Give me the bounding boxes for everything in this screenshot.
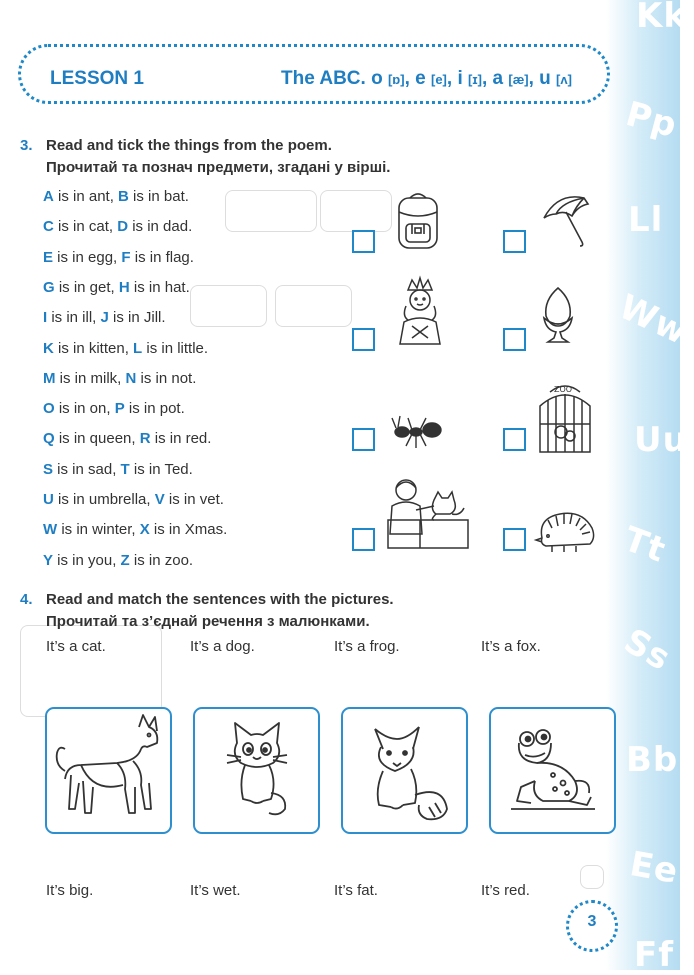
poem-words: is in vet. — [164, 491, 224, 508]
umbrella-icon — [538, 190, 598, 250]
poem-words: is in little. — [142, 339, 209, 357]
side-letter: Ll — [628, 200, 664, 240]
side-letter: Bb — [626, 740, 679, 780]
poem-letter: M — [43, 369, 56, 387]
poem-words: is in egg, — [53, 248, 122, 266]
show-through-shape — [320, 190, 392, 232]
sound-ipa: [ɒ] — [387, 72, 405, 87]
poem-words: is in hat. — [129, 278, 190, 296]
poem-letter: K — [43, 339, 54, 357]
tick-box-umbrella[interactable] — [503, 230, 526, 253]
poem-letter: O — [43, 400, 55, 418]
poem-words: is in on, — [54, 400, 115, 418]
poem-letter: V — [154, 491, 165, 508]
lesson-label: LESSON 1 — [50, 68, 144, 89]
tick-box-hedgehog[interactable] — [503, 528, 526, 551]
poem-line — [43, 370, 196, 387]
hedgehog-icon — [534, 508, 600, 554]
poem-words: is in queen, — [54, 430, 140, 448]
poem-letter: F — [121, 248, 131, 266]
poem-letter: Q — [43, 430, 55, 448]
poem-line — [43, 188, 189, 205]
poem-words: is in ill, — [47, 309, 101, 327]
sound-ipa: [æ] — [508, 72, 529, 87]
poem-letter: Y — [43, 551, 54, 569]
poem-letter: J — [100, 309, 109, 327]
poem-line — [43, 521, 227, 538]
poem-words: is in get, — [54, 278, 119, 296]
poem-words: is in milk, — [55, 369, 126, 387]
picture-frame-dog[interactable] — [45, 707, 172, 834]
side-letter: Tt — [618, 519, 672, 571]
show-through-shape — [275, 285, 352, 327]
poem-words: is in bat. — [128, 188, 189, 205]
tick-box-ant[interactable] — [352, 428, 375, 451]
poem-letter: E — [43, 248, 54, 266]
poem-words: is in not. — [136, 369, 197, 387]
picture-frame-frog[interactable] — [489, 707, 616, 834]
egg-icon — [540, 286, 576, 344]
sentence-bottom: It’s wet. — [190, 882, 241, 899]
vet-icon — [386, 476, 470, 550]
poem-letter: U — [43, 491, 54, 508]
picture-frame-cat[interactable] — [193, 707, 320, 834]
sound-ipa: [e] — [431, 72, 447, 87]
poem-words: is in cat, — [53, 218, 118, 236]
poem-line — [43, 552, 193, 569]
poem-words: is in you, — [53, 551, 121, 569]
sound-ipa: [ʌ] — [556, 72, 572, 87]
task3-instruction-uk: Прочитай та познач предмети, згадані у вірші. — [46, 159, 391, 176]
lesson-title: The ABC. o [ɒ], e [e], i [ɪ], a [æ], u [ʌ] — [281, 68, 572, 89]
poem-words: is in kitten, — [53, 339, 134, 357]
sentence-top: It’s a frog. — [334, 638, 400, 655]
task4-instruction-en: Read and match the sentences with the pictures. — [46, 591, 394, 608]
poem-letter: H — [118, 278, 130, 296]
poem-words: is in zoo. — [129, 551, 194, 569]
poem-letter: N — [125, 369, 137, 387]
lesson-title-main: The ABC. — [281, 68, 366, 89]
poem-words: is in Ted. — [129, 460, 193, 478]
poem-line — [43, 400, 185, 417]
fox-icon — [343, 709, 466, 832]
poem-letter: C — [43, 218, 54, 236]
sound-letter: o — [371, 68, 383, 89]
side-letter: Uu — [634, 420, 688, 460]
poem-line — [43, 249, 194, 266]
sentence-bottom: It’s big. — [46, 882, 94, 899]
poem-letter: P — [114, 400, 125, 418]
show-through-shape — [580, 865, 604, 889]
poem-words: is in winter, — [57, 521, 140, 539]
tick-box-vet[interactable] — [352, 528, 375, 551]
sentence-bottom: It’s fat. — [334, 882, 378, 899]
sound-letter: a — [492, 68, 504, 89]
show-through-shape — [225, 190, 317, 232]
tick-box-egg[interactable] — [503, 328, 526, 351]
show-through-shape — [190, 285, 267, 327]
poem-words: is in dad. — [128, 218, 193, 236]
poem-line — [43, 461, 193, 478]
poem-letter: A — [43, 188, 54, 205]
task3-instruction-en: Read and tick the things from the poem. — [46, 137, 332, 154]
sound-ipa: [ɪ] — [468, 72, 482, 87]
frog-icon — [491, 709, 614, 832]
poem-words: is in umbrella, — [53, 491, 155, 508]
poem-letter: B — [118, 188, 129, 205]
poem-letter: D — [117, 218, 129, 236]
sound-letter: u — [539, 68, 551, 89]
sentence-top: It’s a fox. — [481, 638, 541, 655]
svg-text:ZOO: ZOO — [554, 385, 573, 394]
task4-number: 4. — [20, 591, 33, 608]
poem-letter: R — [139, 430, 151, 448]
side-letter: Ww — [612, 286, 694, 354]
sound-letter: e — [415, 68, 426, 89]
poem-words: is in flag. — [130, 248, 194, 266]
sentence-top: It’s a cat. — [46, 638, 106, 655]
task3-number: 3. — [20, 137, 33, 154]
poem-words: is in Xmas. — [149, 521, 228, 539]
ant-icon — [392, 412, 446, 452]
poem-letter: I — [43, 309, 48, 327]
poem-line — [43, 430, 211, 447]
poem-letter: L — [133, 339, 143, 357]
zoo-cage-icon — [536, 380, 594, 456]
tick-box-queen[interactable] — [352, 328, 375, 351]
sentence-top: It’s a dog. — [190, 638, 255, 655]
backpack-icon — [392, 190, 444, 252]
poem-letter: G — [43, 278, 55, 296]
poem-line — [43, 279, 190, 296]
side-letter: Pp — [621, 94, 682, 146]
page-number: 3 — [587, 913, 597, 930]
poem-words: is in pot. — [124, 400, 185, 418]
tick-box-backpack[interactable] — [352, 230, 375, 253]
side-letter: Kk — [636, 0, 687, 36]
poem-words: is in Jill. — [108, 309, 166, 327]
cat-icon — [195, 709, 318, 832]
dog-icon — [47, 709, 170, 832]
sentence-bottom: It’s red. — [481, 882, 530, 899]
poem-line — [43, 491, 224, 508]
picture-frame-fox[interactable] — [341, 707, 468, 834]
poem-letter: S — [43, 460, 54, 478]
poem-letter: W — [43, 521, 58, 539]
poem-line — [43, 309, 166, 326]
task4-instruction-uk: Прочитай та з’єднай речення з малюнками. — [46, 613, 370, 630]
side-letter: Ff — [634, 935, 675, 975]
poem-words: is in red. — [150, 430, 212, 448]
poem-letter: X — [139, 521, 150, 539]
poem-letter: T — [120, 460, 130, 478]
poem-words: is in ant, — [53, 188, 119, 205]
tick-box-zoo[interactable] — [503, 428, 526, 451]
poem-line — [43, 218, 192, 235]
sound-letter: i — [457, 68, 463, 89]
poem-line — [43, 340, 208, 357]
poem-letter: Z — [120, 551, 130, 569]
poem-words: is in sad, — [53, 460, 121, 478]
side-letter: Ee — [626, 844, 682, 892]
queen-icon — [392, 276, 448, 346]
side-letter: Ss — [617, 620, 678, 680]
